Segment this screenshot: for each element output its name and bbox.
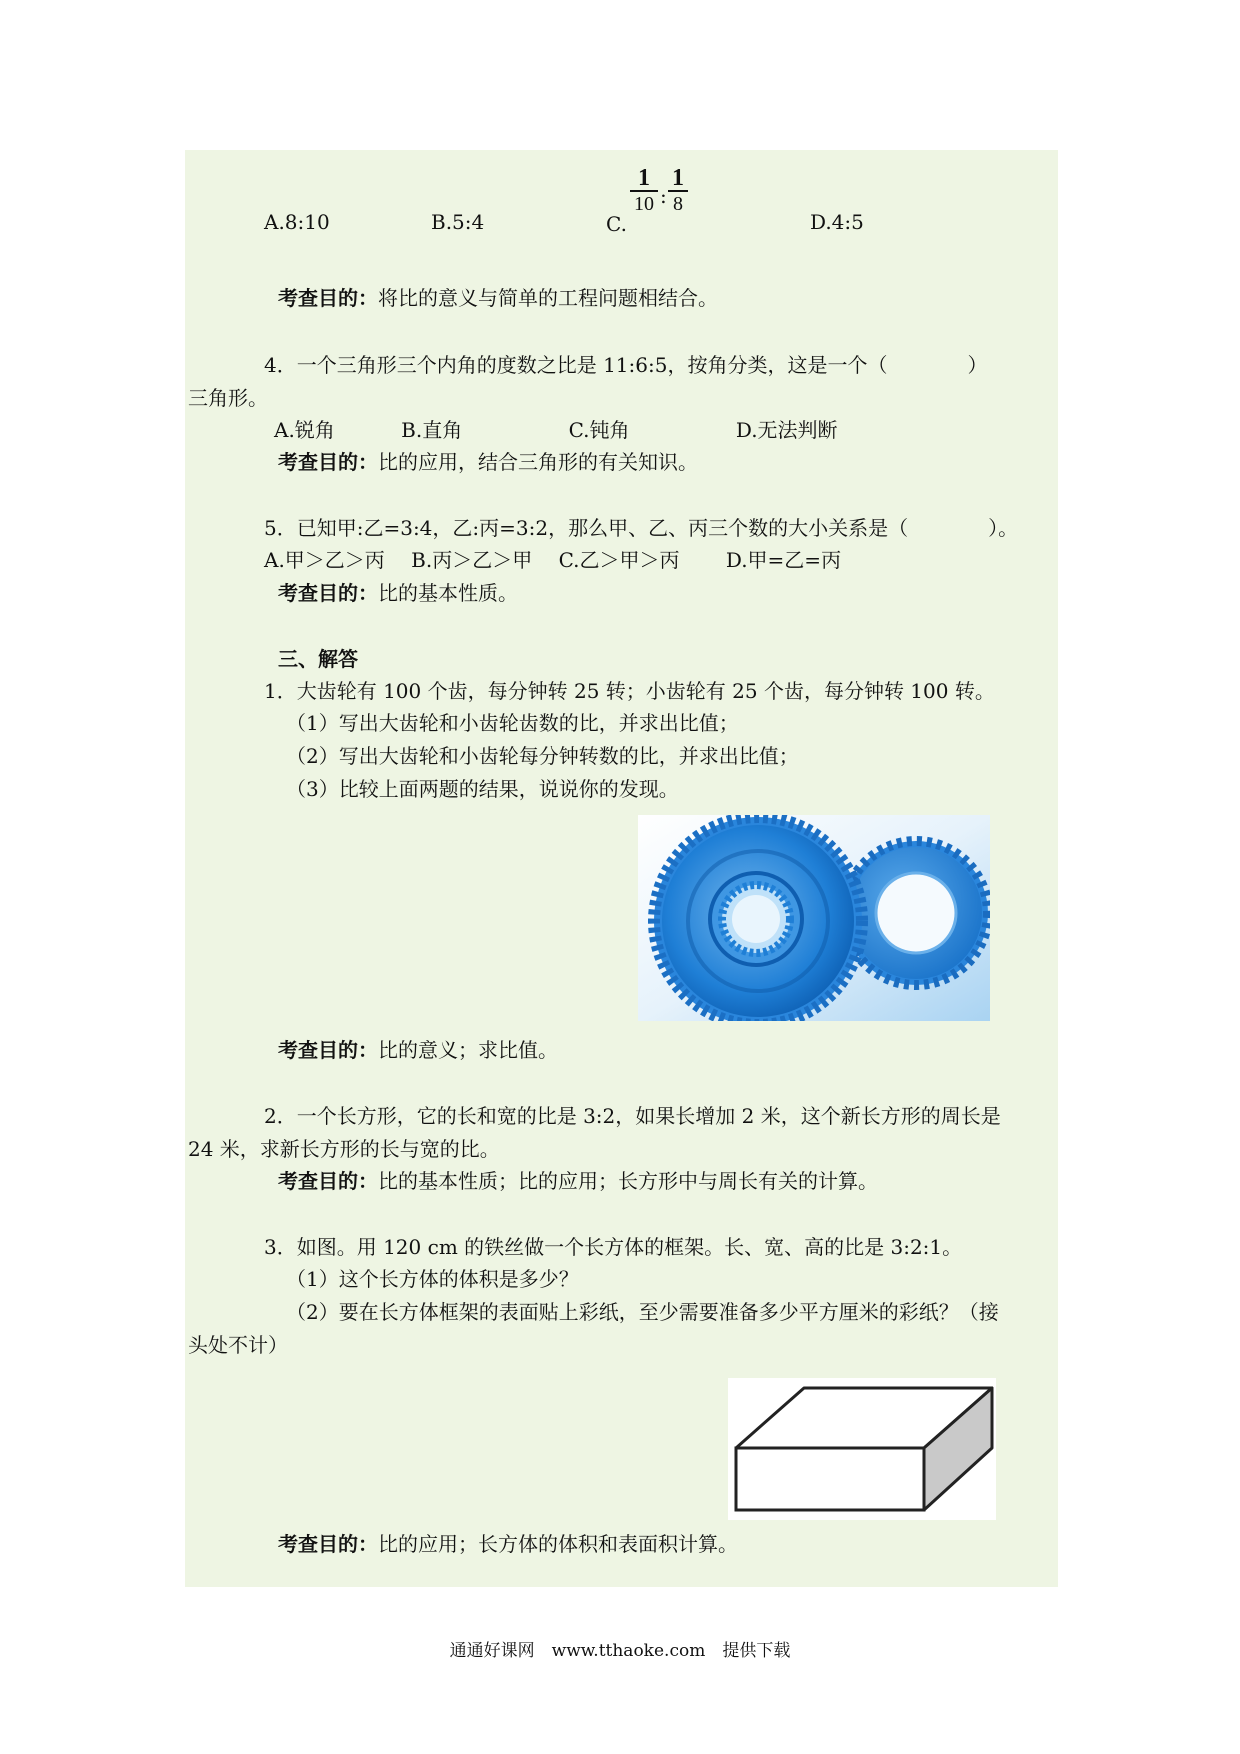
p3-stem: 3．如图。用 120 cm 的铁丝做一个长方体的框架。长、宽、高的比是 3:2:1。 xyxy=(264,1235,963,1259)
fraction-denominator: 8 xyxy=(668,190,688,216)
p1-stem: 1．大齿轮有 100 个齿，每分钟转 25 转；小齿轮有 25 个齿，每分钟转 100 转。 xyxy=(264,679,995,703)
gears-image xyxy=(638,815,990,1021)
p2-stem-line1: 2．一个长方形，它的长和宽的比是 3:2，如果长增加 2 米，这个新长方形的周长是 xyxy=(264,1104,1001,1128)
q5-stem: 5．已知甲:乙=3:4，乙:丙=3:2，那么甲、乙、丙三个数的大小关系是（ ）。 xyxy=(264,516,1019,540)
q4-options: A.锐角 B.直角 C.钝角 D.无法判断 xyxy=(274,418,838,442)
q5-options: A.甲＞乙＞丙 B.丙＞乙＞甲 C.乙＞甲＞丙 D.甲=乙=丙 xyxy=(264,548,842,572)
fraction-denominator: 10 xyxy=(630,190,658,216)
purpose-label: 考查目的： xyxy=(278,1169,378,1193)
small-gear-icon xyxy=(844,841,988,985)
fraction-numerator: 1 xyxy=(672,165,684,191)
q4-stem-line1: 4．一个三角形三个内角的度数之比是 11:6:5，按角分类，这是一个（ ） xyxy=(264,353,988,377)
p3-sub2-line2: 头处不计） xyxy=(188,1333,288,1357)
q3-purpose xyxy=(278,284,718,312)
purpose-label: 考查目的： xyxy=(278,1038,378,1062)
purpose-text: 比的意义；求比值。 xyxy=(378,1038,558,1062)
p3-sub2-line1: （2）要在长方体框架的表面贴上彩纸，至少需要准备多少平方厘米的彩纸？（接 xyxy=(286,1300,999,1324)
fraction-numerator: 1 xyxy=(638,165,650,191)
purpose-label: 考查目的： xyxy=(278,581,378,605)
p1-sub1: （1）写出大齿轮和小齿轮齿数的比，并求出比值； xyxy=(286,711,739,735)
purpose-label: 考查目的： xyxy=(278,286,378,310)
p1-sub2: （2）写出大齿轮和小齿轮每分钟转数的比，并求出比值； xyxy=(286,744,799,768)
q3-option-c-colon: : xyxy=(660,184,667,208)
p2-purpose xyxy=(278,1167,878,1195)
p1-purpose xyxy=(278,1036,558,1064)
p1-sub3: （3）比较上面两题的结果，说说你的发现。 xyxy=(286,777,679,801)
purpose-text: 比的基本性质。 xyxy=(378,581,518,605)
purpose-label: 考查目的： xyxy=(278,450,378,474)
q3-option-a: A.8:10 xyxy=(264,210,330,234)
q3-option-c-fraction-2 xyxy=(668,166,688,216)
cuboid-figure xyxy=(728,1378,996,1520)
q3-option-c-fraction-1 xyxy=(630,166,658,216)
purpose-text: 比的基本性质；比的应用；长方形中与周长有关的计算。 xyxy=(378,1169,878,1193)
purpose-label: 考查目的： xyxy=(278,1532,378,1556)
q4-purpose xyxy=(278,448,698,476)
large-gear-icon xyxy=(654,817,862,1021)
q3-option-c-prefix: C. xyxy=(606,212,627,236)
q3-option-b: B.5:4 xyxy=(431,210,485,234)
p2-stem-line2: 24 米，求新长方形的长与宽的比。 xyxy=(188,1137,500,1161)
page-footer: 通通好课网 www.tthaoke.com 提供下载 xyxy=(449,1641,791,1661)
purpose-text: 将比的意义与简单的工程问题相结合。 xyxy=(378,286,718,310)
q4-stem-line2: 三角形。 xyxy=(188,386,268,410)
purpose-text: 比的应用，结合三角形的有关知识。 xyxy=(378,450,698,474)
p3-sub1: （1）这个长方体的体积是多少？ xyxy=(286,1267,579,1291)
section-title: 三、解答 xyxy=(278,647,358,671)
p3-purpose xyxy=(278,1530,738,1558)
q3-option-d: D.4:5 xyxy=(810,210,864,234)
purpose-text: 比的应用；长方体的体积和表面积计算。 xyxy=(378,1532,738,1556)
q5-purpose xyxy=(278,579,518,607)
